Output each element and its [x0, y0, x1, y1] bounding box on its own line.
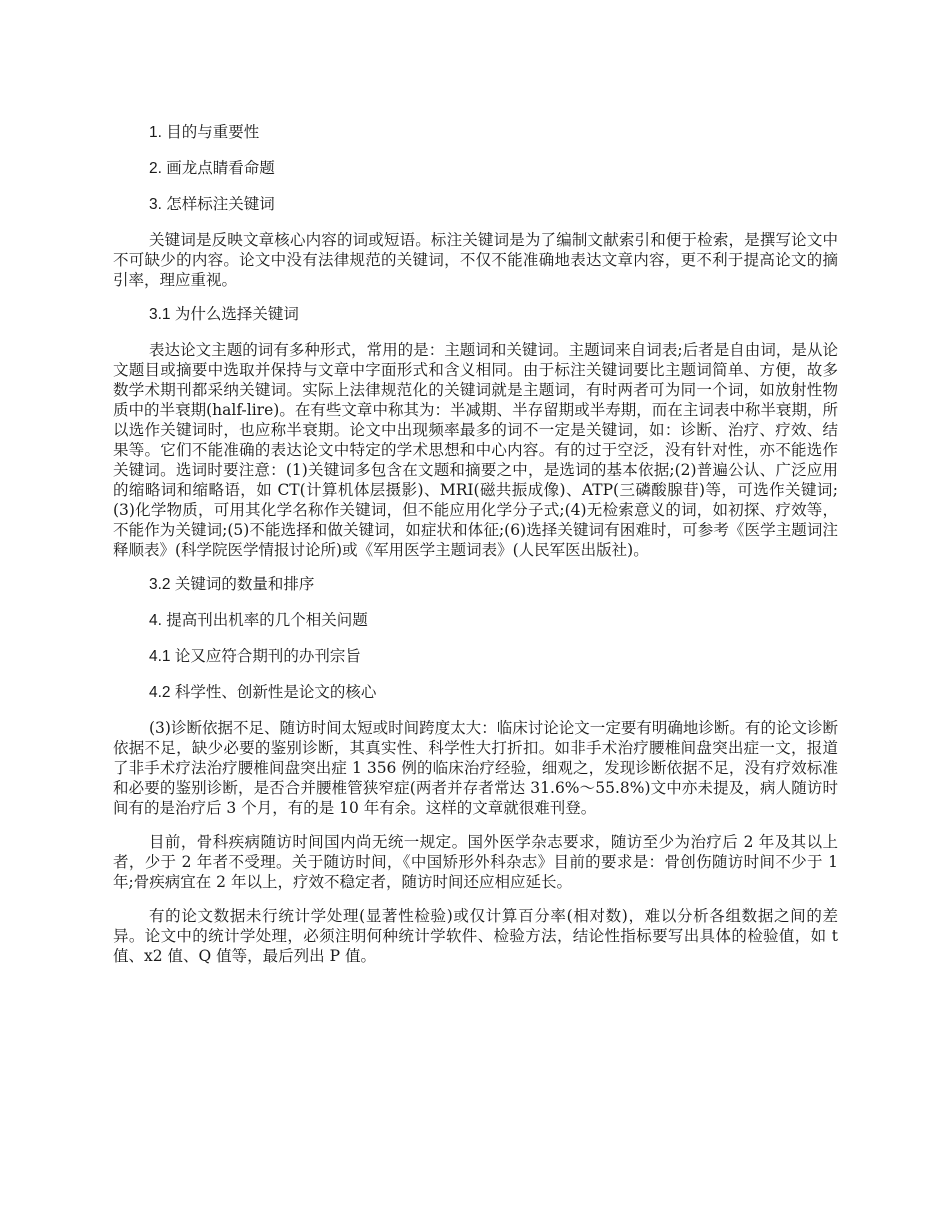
subsection-heading: 3.1 为什么选择关键词 — [149, 306, 299, 323]
section-heading: 2. 画龙点睛看命题 — [149, 160, 275, 177]
section-heading: 3. 怎样标注关键词 — [149, 196, 275, 213]
section-heading: 4. 提高刊出机率的几个相关问题 — [149, 612, 368, 629]
document-page — [113, 122, 838, 980]
body-paragraph: 表达论文主题的词有多种形式，常用的是：主题词和关键词。主题词来自词表;后者是自由词，是从论文题目或摘要中选取并保持与文章中字面形式和含义相同。由于标注关键词要比主题词简单、方便，故多数学术期刊都采纳关键词。实际上法律规范化的关键词就是主题词，有时两者可为同一个词，如放射性物质中的半衰期(half-lire)。在有些文章中称其为：半减期、半存留期或半寿期，而在主词表中称半衰期，所以选作关键词时，也应称半衰期。论文中出现频率最多的词不一定是关键词，如：诊断、治疗、疗效、结果等。它们不能准确的表达论文中特定的学术思想和中心内容。有的过于空泛，没有针对性，亦不能选作关键词。选词时要注意：(1)关键词多包含在文题和摘要之中，是选词的基本依据;(2)普遍公认、广泛应用的缩略词和缩略语，如 CT(计算机体层摄影)、MRI(磁共振成像)、ATP(三磷酸腺苷)等，可选作关键词;(3)化学物质，可用其化学名称作关键词，但不能应用化学分子式;(4)无检索意义的词，如初探、疗效等，不能作为关键词;(5)不能选择和做关键词，如症状和体征;(6)选择关键词有困难时，可参考《医学主题词注释顺表》(科学院医学情报讨论所)或《军用医学主题词表》(人民军医出版社)。 — [113, 341, 838, 559]
subsection-heading: 4.2 科学性、创新性是论文的核心 — [149, 684, 377, 701]
body-paragraph: 目前，骨科疾病随访时间国内尚无统一规定。国外医学杂志要求，随访至少为治疗后 2 年及其以上者，少于 2 年者不受理。关于随访时间，《中国矫形外科杂志》目前的要求是：骨创伤随访时间不少于 1 年;骨疾病宜在 2 年以上，疗效不稳定者，随访时间还应相应延长。 — [113, 833, 839, 891]
body-paragraph: 关键词是反映文章核心内容的词或短语。标注关键词是为了编制文献索引和便于检索，是撰写论文中不可缺少的内容。论文中没有法律规范的关键词，不仅不能准确地表达文章内容，更不利于提高论文的摘引率，理应重视。 — [113, 231, 838, 289]
subsection-heading: 3.2 关键词的数量和排序 — [149, 576, 315, 593]
body-paragraph: 有的论文数据未行统计学处理(显著性检验)或仅计算百分率(相对数)，难以分析各组数据之间的差异。论文中的统计学处理，必须注明何种统计学软件、检验方法，结论性指标要写出具体的检验值，如 t 值、x2 值、Q 值等，最后列出 P 值。 — [113, 907, 838, 965]
body-paragraph: (3)诊断依据不足、随访时间太短或时间跨度太大：临床讨论论文一定要有明确地诊断。有的论文诊断依据不足，缺少必要的鉴别诊断，其真实性、科学性大打折扣。如非手术治疗腰椎间盘突出症一文，报道了非手术疗法治疗腰椎间盘突出症 1 356 例的临床治疗经验，细观之，发现诊断依据不足，没有疗效标准和必要的鉴别诊断，是否合并腰椎管狭窄症(两者并存者常达 31.6%～55.8%)文中亦未提及，病人随访时间有的是治疗后 3 个月，有的是 10 年有余。这样的文章就很难刊登。 — [113, 719, 838, 817]
subsection-heading: 4.1 论又应符合期刊的办刊宗旨 — [149, 648, 361, 665]
section-heading: 1. 目的与重要性 — [149, 124, 260, 141]
